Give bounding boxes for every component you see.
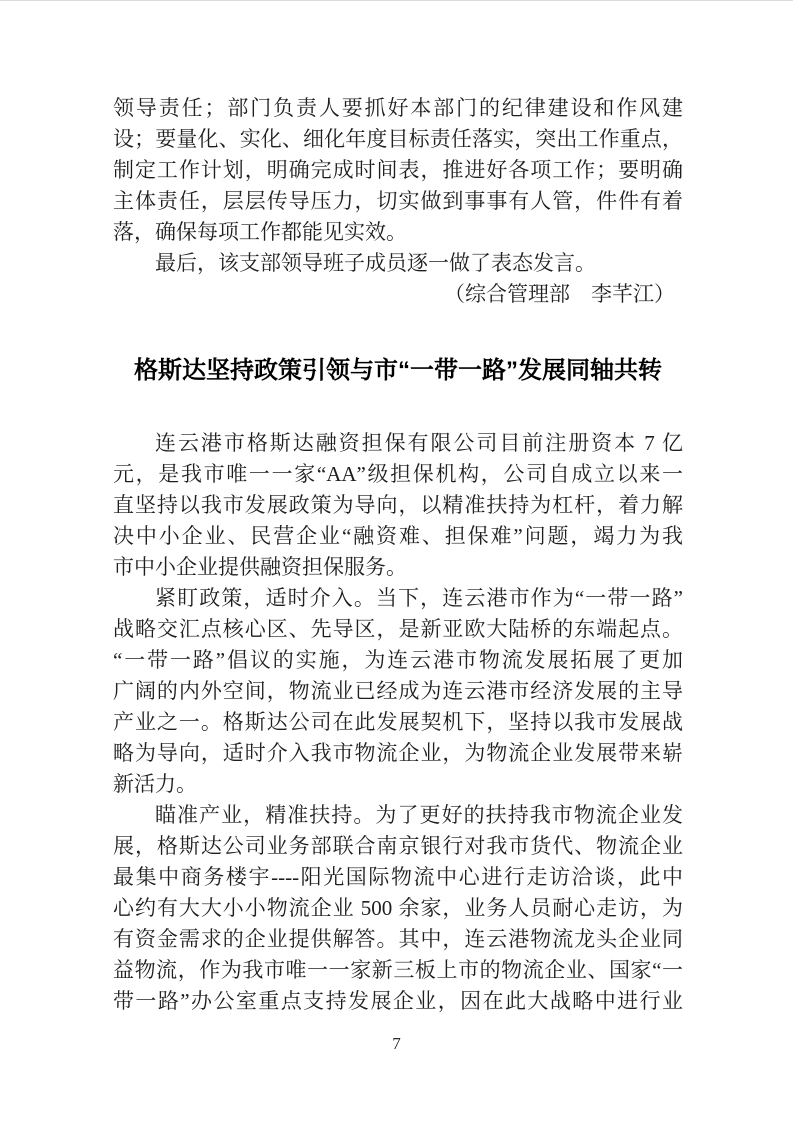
article-paragraph [113,800,683,1017]
text-line: 直坚持以我市发展政策为导向，以精准扶持为杠杆，着力解 [113,493,683,517]
text-line: 元，是我市唯一一家“AA”级担保机构，公司自成立以来一 [113,462,683,486]
text-line: 新活力。 [113,772,197,796]
page-number: 7 [392,1034,401,1053]
text-line: 战略交汇点核心区、先导区，是新亚欧大陆桥的东端起点。 [113,617,683,641]
text-line: 益物流，作为我市唯一一家新三板上市的物流企业、国家“一 [113,958,683,982]
text-line: 市中小企业提供融资担保服务。 [113,555,407,579]
text-line: 紧盯政策，适时介入。当下，连云港市作为“一带一路” [155,586,683,610]
prev-article-closing-line: 最后，该支部领导班子成员逐一做了表态发言。 [155,251,596,275]
text-line: 心约有大大小小物流企业 500 余家，业务人员耐心走访，为 [113,896,683,920]
text-line: 略为导向，适时介入我市物流企业，为物流企业发展带来崭 [113,741,683,765]
text-line: 带一路”办公室重点支持发展企业，因在此大战略中进行业 [113,989,683,1013]
text-line: 连云港市格斯达融资担保有限公司目前注册资本 7 亿 [155,431,683,455]
text-line: 落，确保每项工作都能见实效。 [113,220,407,244]
text-line: 展，格斯达公司业务部联合南京银行对我市货代、物流企业 [113,834,683,858]
prev-article-paragraph [113,93,683,248]
text-line: 有资金需求的企业提供解答。其中，连云港物流龙头企业同 [113,927,683,951]
text-line: “一带一路”倡议的实施，为连云港市物流发展拓展了更加 [113,648,683,672]
text-line: 产业之一。格斯达公司在此发展契机下，坚持以我市发展战 [113,710,683,734]
text-line: 决中小企业、民营企业“融资难、担保难”问题，竭力为我 [113,524,683,548]
text-line: 广阔的内外空间，物流业已经成为连云港市经济发展的主导 [113,679,683,703]
article-paragraph [113,428,683,583]
prev-article-byline: （综合管理部 李芊江） [444,282,675,306]
text-line: 主体责任，层层传导压力，切实做到事事有人管，件件有着 [113,189,683,213]
article-paragraph [113,583,683,800]
text-line: 制定工作计划，明确完成时间表，推进好各项工作；要明确 [113,158,683,182]
text-line: 瞄准产业，精准扶持。为了更好的扶持我市物流企业发 [155,803,683,827]
text-line: 最集中商务楼宇----阳光国际物流中心进行走访洽谈，此中 [113,865,683,889]
page-content [113,93,683,1017]
text-line: 领导责任；部门负责人要抓好本部门的纪律建设和作风建 [113,96,683,120]
article-title: 格斯达坚持政策引领与市“一带一路”发展同轴共转 [134,357,662,384]
text-line: 设；要量化、实化、细化年度目标责任落实，突出工作重点， [113,127,683,151]
